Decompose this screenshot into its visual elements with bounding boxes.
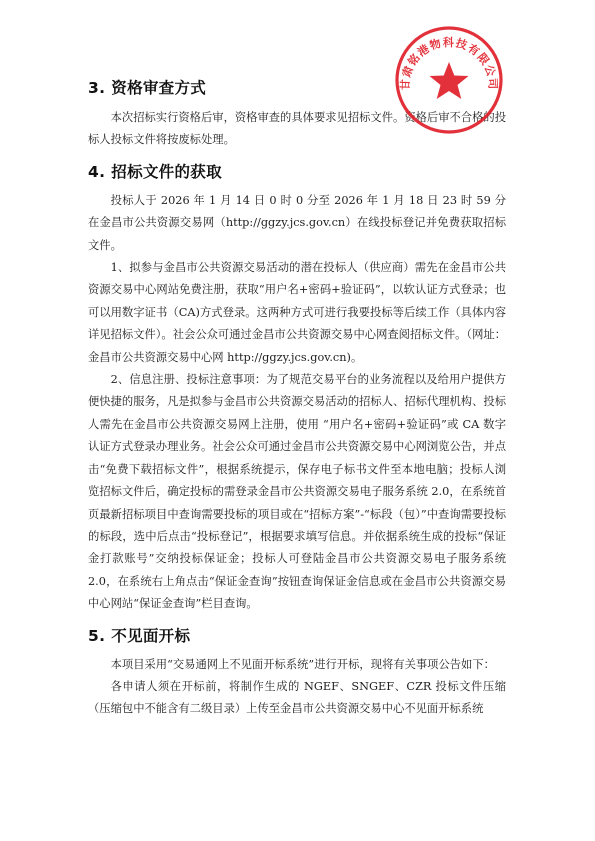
section-4-paragraph: 投标人于 2026 年 1 月 14 日 0 时 0 分至 2026 年 1 月 18 日 23 时 59 分在金昌市公共资源交易网（http://ggzy.jcs.gov.cn）在线投标登记并免费获取招标文件。 bbox=[88, 193, 506, 252]
company-seal bbox=[393, 24, 505, 136]
section-title: 资格审查方式 bbox=[111, 79, 207, 97]
section-number: 3. bbox=[88, 79, 106, 97]
section-3-paragraph: 本次招标实行资格后审，资格审查的具体要求见招标文件。资格后审不合格的投标人投标文件将按废标处理。 bbox=[88, 111, 506, 147]
document-body bbox=[88, 76, 506, 721]
section-4-paragraph: 2、信息注册、投标注意事项：为了规范交易平台的业务流程以及给用户提供方便快捷的服务，凡是拟参与金昌市公共资源交易活动的招标人、招标代理机构、投标人需先在金昌市公共资源交易网上注册，使用 “用户名+密码+验证码”或 CA 数字认证方式登录办理业务。社会公众可通过金昌市公共资源交易中心网浏览公告，并点击“免费下载招标文件”，根据系统提示，保存电子标书文件至本地电脑；投标人浏览招标文件后，确定投标的需登录金昌市公共资源交易电子服务系统 2.0，在系统首页最新招标项目中查询需要投标的项目或在“招标方案”-“标段（包）”中查询需要投标的标段，选中后点击“投标登记”，根据要求填写信息。并依据系统生成的投标“保证金打款账号”交纳投标保证金；投标人可登陆金昌市公共资源交易电子服务系统 2.0，在系统右上角点击“保证金查询”按钮查询保证金信息或在金昌市公共资源交易中心网站“保证金查询”栏目查询。 bbox=[88, 373, 506, 611]
section-5-paragraph: 各申请人须在开标前，将制作生成的 NGEF、SNGEF、CZR 投标文件压缩（压缩包中不能含有二级目录）上传至金昌市公共资源交易中心不见面开标系统 bbox=[88, 679, 506, 716]
section-4-paragraph: 1、拟参与金昌市公共资源交易活动的潜在投标人（供应商）需先在金昌市公共资源交易中心网站免费注册，获取“用户名+密码+验证码”，以软认证方式登录；也可以用数字证书（CA)方式登录。这两种方式可进行我要投标等后续工作（具体内容详见招标文件）。社会公众可通过金昌市公共资源交易中心网查阅招标文件。（网址：金昌市公共资源交易中心网 http://ggzy.jcs.gov.cn)。 bbox=[88, 261, 506, 364]
section-title: 招标文件的获取 bbox=[111, 162, 222, 181]
seal-text-path: 甘肃铭港物科技有限公司 bbox=[398, 36, 500, 91]
section-4-heading bbox=[88, 160, 506, 184]
section-5-heading bbox=[88, 624, 506, 648]
section-5-paragraph: 本项目采用“交易通网上不见面开标系统”进行开标，现将有关事项公告如下： bbox=[110, 657, 495, 671]
seal-star-icon bbox=[430, 62, 469, 99]
section-number: 5. bbox=[88, 626, 106, 645]
section-title: 不见面开标 bbox=[111, 626, 191, 645]
section-number: 4. bbox=[88, 162, 106, 181]
